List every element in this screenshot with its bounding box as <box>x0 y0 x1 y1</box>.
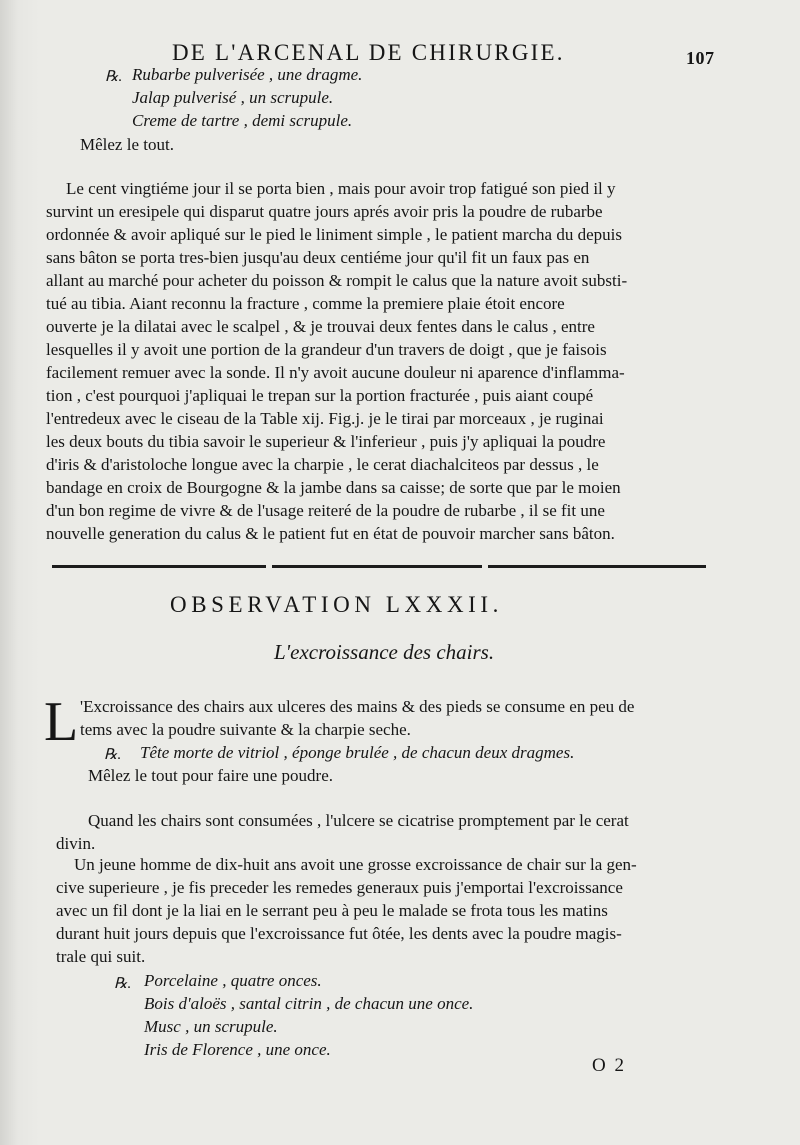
text-line: cive superieure , je fis preceder les remedes generaux puis j'emportai l'excroissance <box>56 878 623 897</box>
text-line: ordonnée & avoir apliqué sur le pied le liniment simple , le patient marcha du depuis <box>46 225 622 244</box>
recipe-instruction: Mêlez le tout pour faire une poudre. <box>88 766 333 785</box>
text-line: Quand les chairs sont consumées , l'ulcere se cicatrise promptement par le cerat <box>88 811 629 830</box>
text-line: lesquelles il y avoit une portion de la grandeur d'un travers de doigt , que je faisois <box>46 340 607 359</box>
text-line: Le cent vingtiéme jour il se porta bien , mais pour avoir trop fatigué son pied il y <box>66 179 616 198</box>
text-line: bandage en croix de Bourgogne & la jambe dans sa caisse; de sorte que par le moien <box>46 478 621 497</box>
recipe-line: Iris de Florence , une once. <box>144 1040 331 1059</box>
text-line: tems avec la poudre suivante & la charpie seche. <box>80 720 411 739</box>
text-line: avec un fil dont je la liai en le serrant peu à peu le malade se frota tous les matins <box>56 901 608 920</box>
text-line: les deux bouts du tibia savoir le superieur & l'inferieur , puis j'y apliquai la poudre <box>46 432 606 451</box>
text-line: Un jeune homme de dix-huit ans avoit une grosse excroissance de chair sur la gen- <box>74 855 637 874</box>
text-line: ouverte je la dilatai avec le scalpel , & je trouvai deux fentes dans le calus , entre <box>46 317 595 336</box>
recipe-line: Creme de tartre , demi scrupule. <box>132 111 353 130</box>
observation-title: OBSERVATION LXXXII. <box>170 592 504 617</box>
recipe-symbol: ℞. <box>114 976 132 992</box>
text-line: divin. <box>56 834 96 853</box>
section-divider-right <box>488 565 706 568</box>
recipe-symbol: ℞. <box>105 69 123 85</box>
text-line: survint un eresipele qui disparut quatre jours aprés avoir pris la poudre de rubarbe <box>46 202 603 221</box>
section-divider-left <box>52 565 266 568</box>
recipe-line: Tête morte de vitriol , éponge brulée , de chacun deux dragmes. <box>140 743 575 762</box>
recipe-instruction: Mêlez le tout. <box>80 135 174 154</box>
signature-mark: O 2 <box>592 1055 626 1076</box>
text-line: 'Excroissance des chairs aux ulceres des mains & des pieds se consume en peu de <box>80 697 635 716</box>
recipe-line: Musc , un scrupule. <box>144 1017 278 1036</box>
observation-subtitle: L'excroissance des chairs. <box>274 640 495 664</box>
text-line: facilement remuer avec la sonde. Il n'y avoit aucune douleur ni aparence d'inflamma- <box>46 363 625 382</box>
recipe-line: Bois d'aloës , santal citrin , de chacun une once. <box>144 994 474 1013</box>
recipe-line: Jalap pulverisé , un scrupule. <box>132 88 334 107</box>
recipe-line: Porcelaine , quatre onces. <box>144 971 322 990</box>
recipe-line: Rubarbe pulverisée , une dragme. <box>132 65 363 84</box>
drop-cap: L <box>44 691 79 753</box>
text-line: tion , c'est pourquoi j'apliquai le trepan sur la portion fracturée , puis aiant coupé <box>46 386 594 405</box>
recipe-symbol: ℞. <box>104 747 122 763</box>
text-line: trale qui suit. <box>56 947 146 966</box>
page-number: 107 <box>686 48 715 68</box>
text-line: d'un bon regime de vivre & de l'usage reiteré de la poudre de rubarbe , il se fit une <box>46 501 605 520</box>
text-line: d'iris & d'aristoloche longue avec la charpie , le cerat diachalciteos par dessus , le <box>46 455 599 474</box>
text-line: durant huit jours depuis que l'excroissance fut ôtée, les dents avec la poudre magis- <box>56 924 622 943</box>
text-line: tué au tibia. Aiant reconnu la fracture , comme la premiere plaie étoit encore <box>46 294 565 313</box>
text-line: nouvelle generation du calus & le patient fut en état de pouvoir marcher sans bâton. <box>46 524 615 543</box>
section-divider-middle <box>272 565 482 568</box>
text-line: l'entredeux avec le ciseau de la Table xij. Fig.j. je le tirai par morceaux , je ruginai <box>46 409 604 428</box>
running-title: DE L'ARCENAL DE CHIRURGIE. <box>172 40 565 65</box>
text-line: allant au marché pour acheter du poisson & rompit le calus que la nature avoit substi- <box>46 271 628 290</box>
text-line: sans bâton se porta tres-bien jusqu'au deux centiéme jour qu'il fit un faux pas en <box>46 248 590 267</box>
